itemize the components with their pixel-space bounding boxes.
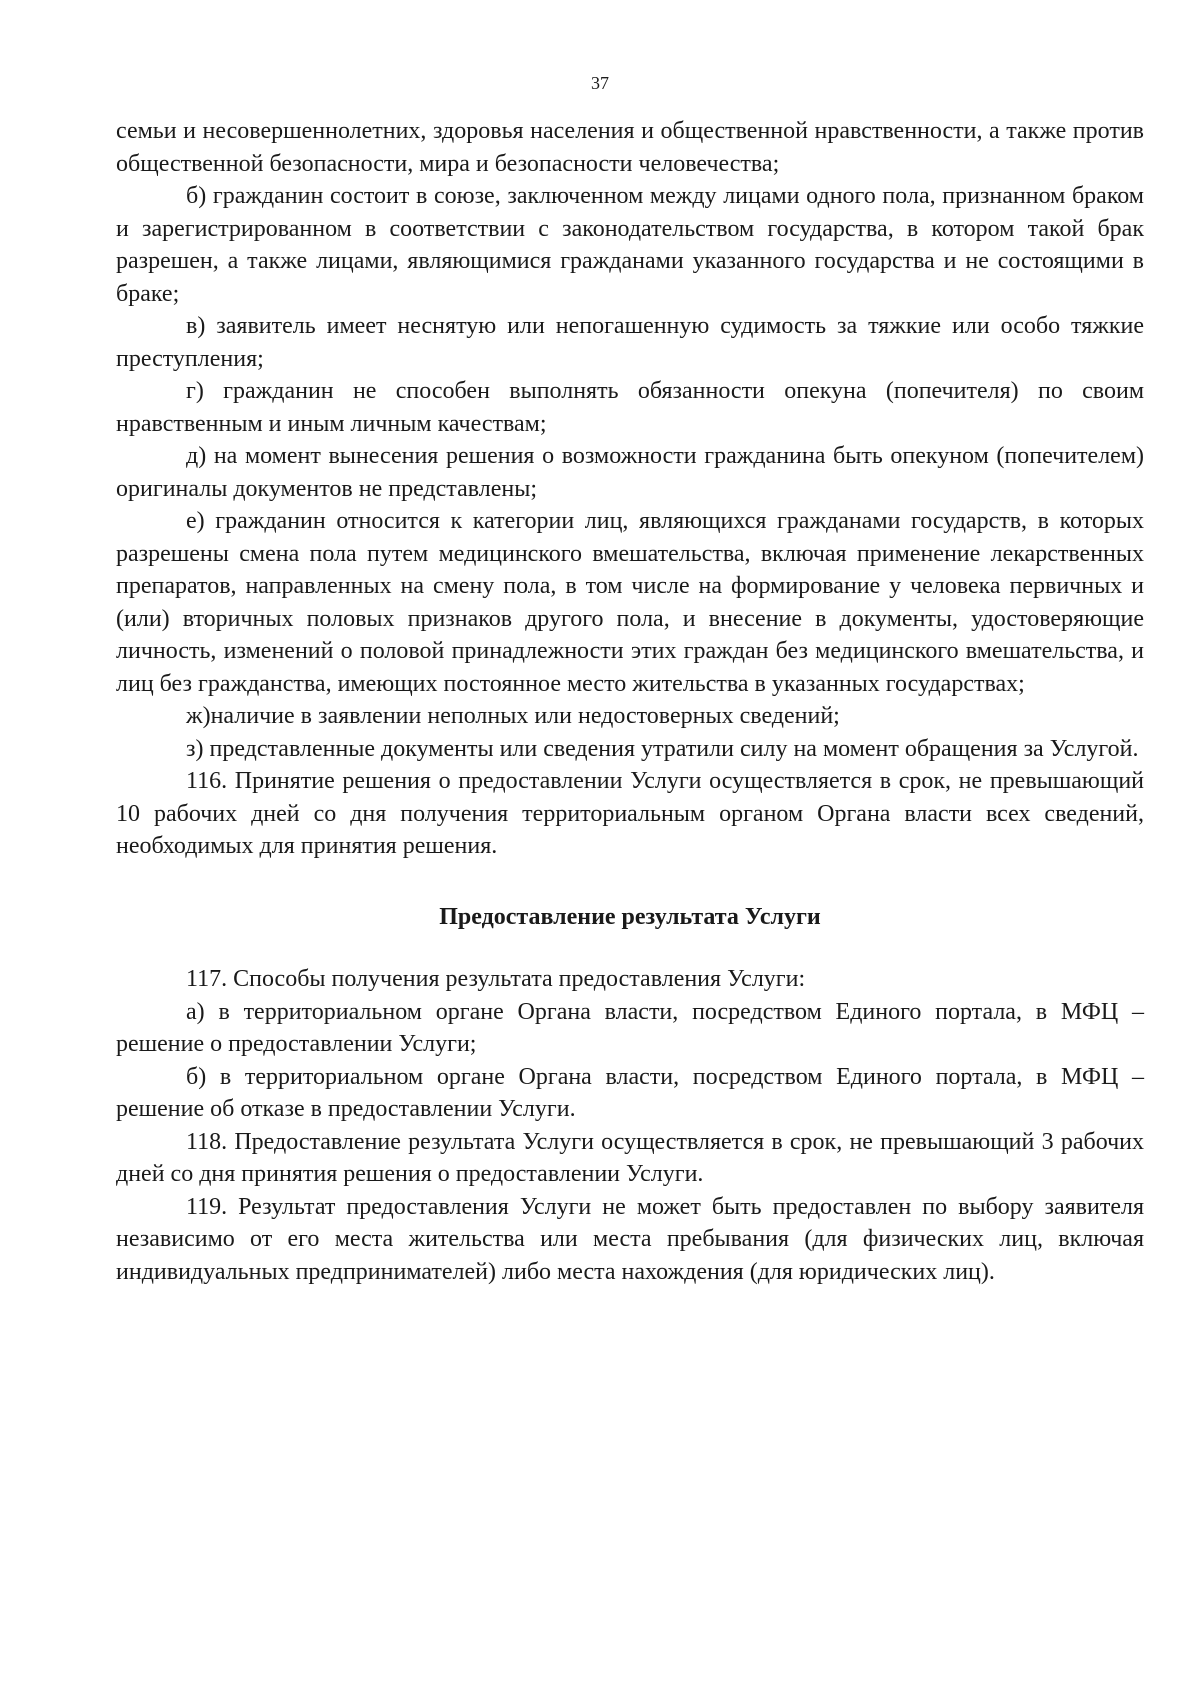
paragraph: 117. Способы получения результата предоставления Услуги:	[186, 966, 806, 992]
paragraph: семьи и несовершеннолетних, здоровья населения и общественной нравственности, а также против общественной безопасности, мира и безопасности человечества;	[116, 118, 1144, 177]
page-number: 37	[591, 73, 609, 93]
paragraph: д) на момент вынесения решения о возможности гражданина быть опекуном (попечителем) оригиналы документов не представлены;	[116, 443, 1144, 502]
paragraph: е) гражданин относится к категории лиц, являющихся гражданами государств, в которых разрешены смена пола путем медицинского вмешательства, включая применение лекарственных препаратов, направленных на смену пола, в том числе на формирование у человека первичных и (или) вторичных половых признаков другого пола, и внесение в документы, удостоверяющие личность, изменений о половой принадлежности этих граждан без медицинского вмешательства, и лиц без гражданства, имеющих постоянное место жительства в указанных государствах;	[116, 508, 1144, 697]
document-body	[116, 115, 1144, 1288]
paragraph: б) в территориальном органе Органа власти, посредством Единого портала, в МФЦ – решение об отказе в предоставлении Услуги.	[116, 1063, 1144, 1122]
paragraph: 116. Принятие решения о предоставлении Услуги осуществляется в срок, не превышающий 10 рабочих дней со дня получения территориальным органом Органа власти всех сведений, необходимых для принятия решения.	[116, 768, 1144, 859]
section-heading: Предоставление результата Услуги	[439, 903, 821, 930]
paragraph: а) в территориальном органе Органа власти, посредством Единого портала, в МФЦ – решение о предоставлении Услуги;	[116, 998, 1144, 1057]
paragraph: б) гражданин состоит в союзе, заключенном между лицами одного пола, признанном браком и зарегистрированном в соответствии с законодательством государства, в котором такой брак разрешен, а также лицами, являющимися гражданами указанного государства и не состоящими в браке;	[116, 183, 1144, 307]
paragraph: з) представленные документы или сведения утратили силу на момент обращения за Услугой.	[186, 735, 1139, 762]
paragraph: ж)наличие в заявлении неполных или недостоверных сведений;	[186, 703, 840, 729]
paragraph: 118. Предоставление результата Услуги осуществляется в срок, не превышающий 3 рабочих дней со дня принятия решения о предоставлении Услуги.	[116, 1128, 1144, 1187]
paragraph: в) заявитель имеет неснятую или непогашенную судимость за тяжкие или особо тяжкие преступления;	[116, 313, 1144, 372]
paragraph: 119. Результат предоставления Услуги не может быть предоставлен по выбору заявителя независимо от его места жительства или места пребывания (для физических лиц, включая индивидуальных предпринимателей) либо места нахождения (для юридических лиц).	[116, 1193, 1144, 1285]
paragraph: г) гражданин не способен выполнять обязанности опекуна (попечителя) по своим нравственным и иным личным качествам;	[116, 378, 1144, 437]
paragraphs-after	[116, 963, 1144, 1288]
paragraphs-before	[116, 115, 1144, 863]
